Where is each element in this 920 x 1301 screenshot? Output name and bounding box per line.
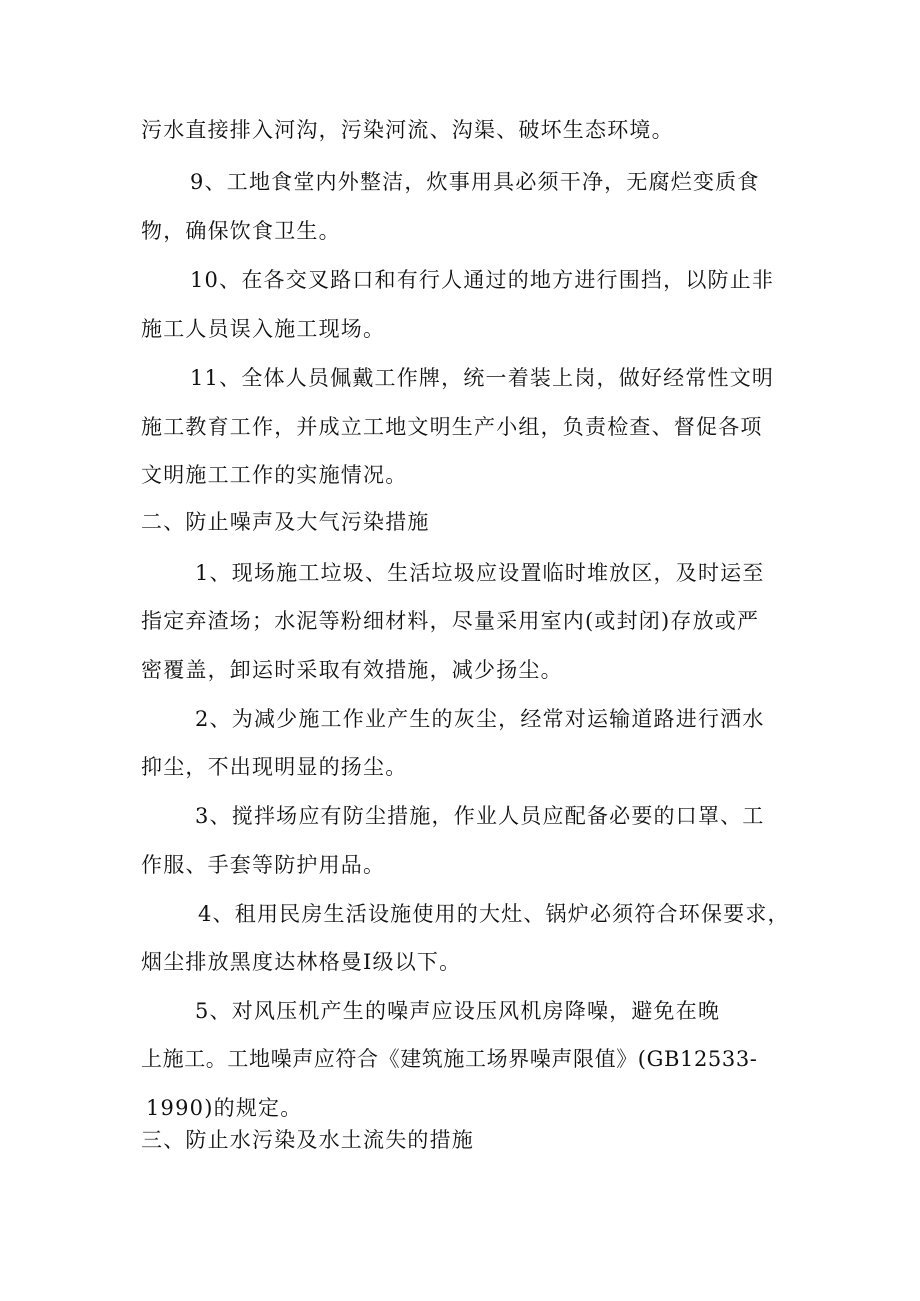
- paragraph-line: 施工人员误入施工现场。: [141, 317, 386, 341]
- paragraph-line: 上施工。工地噪声应符合《建筑施工场界噪声限值》(GB12533-: [141, 1047, 758, 1071]
- paragraph-line: 物，确保饮食卫生。: [141, 219, 341, 243]
- paragraph-line: 作服、手套等防护用品。: [141, 853, 386, 877]
- section-heading: 三、防止水污染及水土流失的措施: [141, 1128, 474, 1152]
- paragraph-line: 指定弃渣场；水泥等粉细材料，尽量采用室内(或封闭)存放或严: [141, 609, 760, 633]
- item-3-line: 3、搅拌场应有防尘措施，作业人员应配备必要的口罩、工: [195, 804, 765, 828]
- item-9-line: 9、工地食堂内外整洁，炊事用具必须干净，无腐烂变质食: [190, 170, 760, 194]
- section-heading: 二、防止噪声及大气污染措施: [141, 510, 430, 534]
- item-5-line: 5、对风压机产生的噪声应设压风机房降噪，避免在晚: [195, 999, 721, 1023]
- paragraph-line: 密覆盖，卸运时采取有效措施，减少扬尘。: [141, 658, 563, 682]
- item-11-line: 11、全体人员佩戴工作牌，统一着装上岗，做好经常性文明: [190, 366, 775, 390]
- paragraph-line: 施工教育工作，并成立工地文明生产小组，负责检查、督促各项: [141, 415, 763, 439]
- paragraph-line: 文明施工工作的实施情况。: [141, 463, 408, 487]
- paragraph-line: 1990)的规定。: [146, 1096, 303, 1120]
- item-1-line: 1、现场施工垃圾、生活垃圾应设置临时堆放区，及时运至: [195, 561, 765, 585]
- paragraph-line: 烟尘排放黑度达林格曼Ⅰ级以下。: [141, 950, 462, 974]
- item-2-line: 2、为减少施工作业产生的灰尘，经常对运输道路进行洒水: [195, 707, 765, 731]
- paragraph-line: 污水直接排入河沟，污染河流、沟渠、破坏生态环境。: [141, 118, 674, 142]
- item-10-line: 10、在各交叉路口和有行人通过的地方进行围挡，以防止非: [190, 268, 775, 292]
- paragraph-line: 抑尘，不出现明显的扬尘。: [141, 755, 408, 779]
- item-4-line: 4、租用民房生活设施使用的大灶、锅炉必须符合环保要求，: [198, 902, 790, 926]
